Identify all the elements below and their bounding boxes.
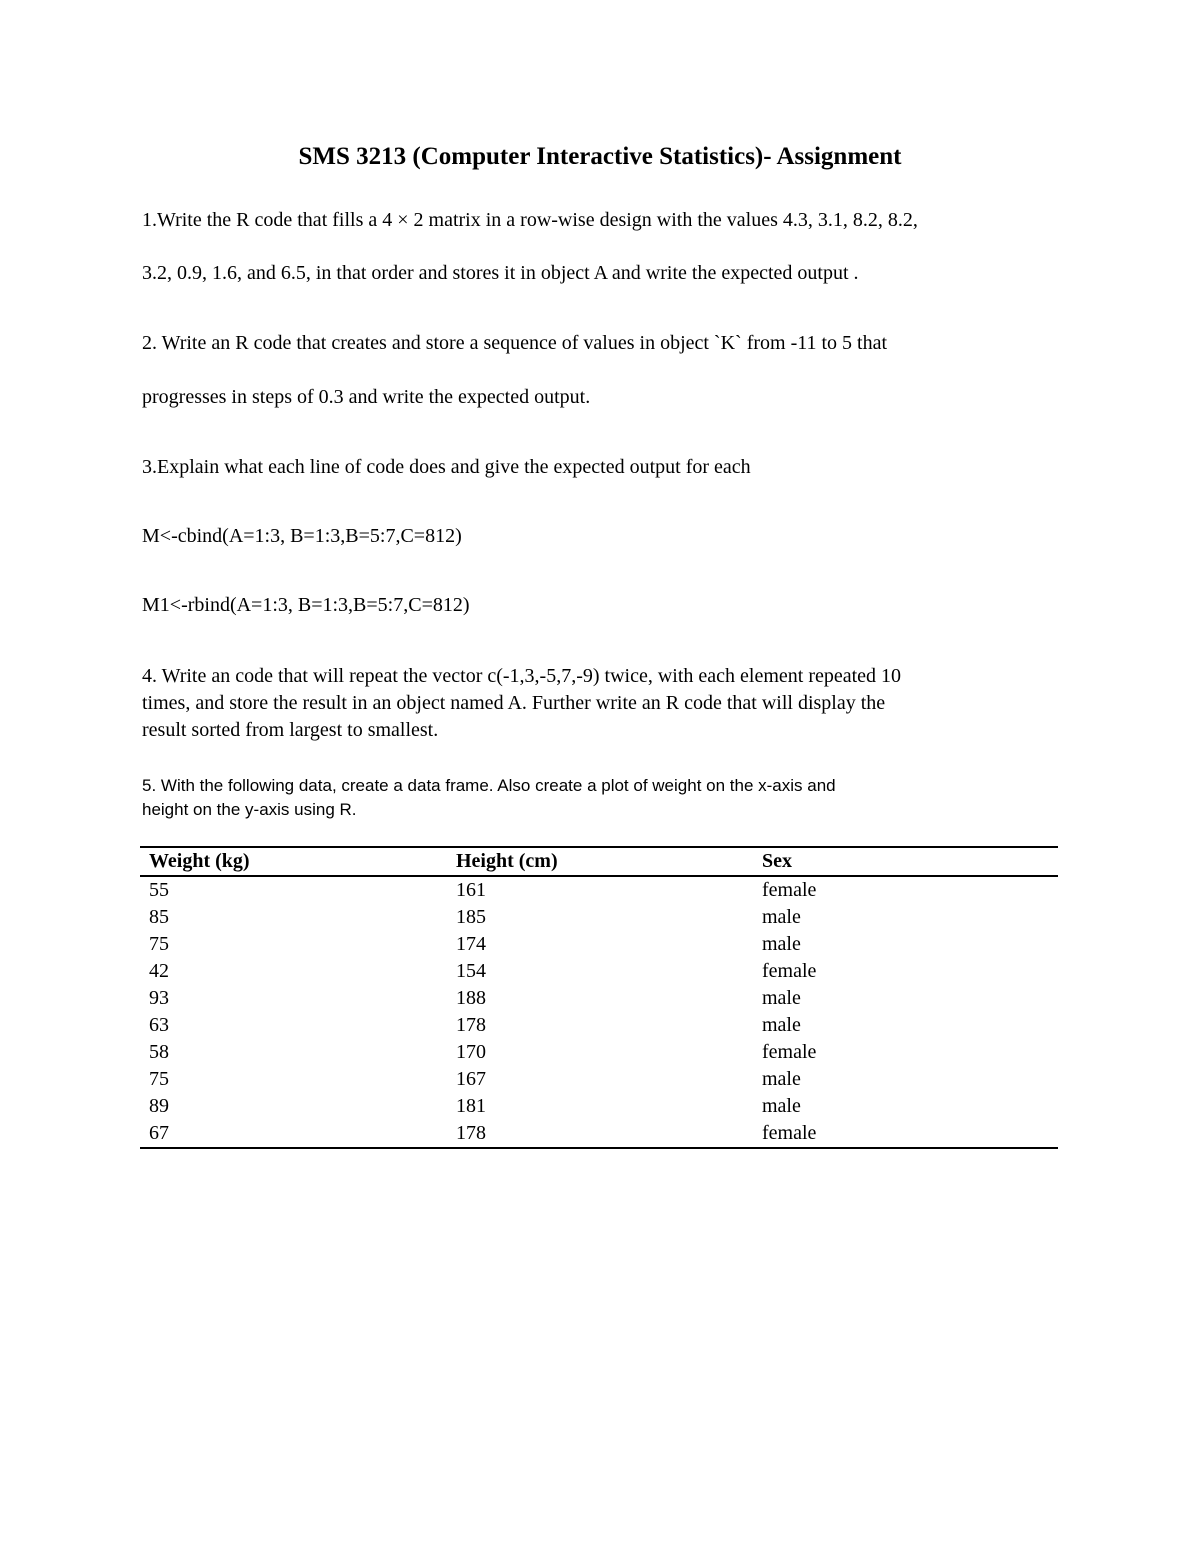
table-cell-sex: female bbox=[762, 1122, 817, 1144]
table-cell-weight: 93 bbox=[149, 987, 169, 1009]
table-row bbox=[140, 1012, 1058, 1039]
table-cell-sex: male bbox=[762, 1014, 801, 1036]
table-cell-sex: female bbox=[762, 879, 817, 901]
table-cell-weight: 58 bbox=[149, 1041, 169, 1063]
table-cell-sex: female bbox=[762, 1041, 817, 1063]
table-cell-sex: male bbox=[762, 933, 801, 955]
table-row bbox=[140, 876, 1058, 904]
question-5-line-2: height on the y-axis using R. bbox=[142, 800, 357, 819]
table-cell-weight: 85 bbox=[149, 906, 169, 928]
table-cell-weight: 55 bbox=[149, 879, 169, 901]
question-4-line-2: times, and store the result in an object named A. Further write an R code that will display the bbox=[142, 692, 886, 714]
question-2-line-2: progresses in steps of 0.3 and write the expected output. bbox=[142, 386, 591, 408]
table-cell-sex: female bbox=[762, 960, 817, 982]
data-table bbox=[140, 846, 1058, 1149]
question-5-line-1: 5. With the following data, create a data frame. Also create a plot of weight on the x-axis and bbox=[142, 776, 836, 795]
table-row bbox=[140, 931, 1058, 958]
table-header-weight: Weight (kg) bbox=[149, 850, 250, 872]
page-title: SMS 3213 (Computer Interactive Statistics)- Assignment bbox=[298, 143, 902, 170]
table-cell-sex: male bbox=[762, 987, 801, 1009]
table-cell-height: 185 bbox=[456, 906, 486, 928]
table-cell-height: 167 bbox=[456, 1068, 486, 1090]
table-cell-weight: 42 bbox=[149, 960, 169, 982]
table-cell-height: 174 bbox=[456, 933, 486, 955]
table-header-sex: Sex bbox=[762, 850, 792, 872]
table-cell-weight: 63 bbox=[149, 1014, 169, 1036]
table-row bbox=[140, 1120, 1058, 1148]
table-cell-height: 178 bbox=[456, 1014, 486, 1036]
question-4-line-1: 4. Write an code that will repeat the vector c(-1,3,-5,7,-9) twice, with each element repeated 10 bbox=[142, 665, 902, 687]
table-cell-height: 188 bbox=[456, 987, 486, 1009]
table-cell-weight: 89 bbox=[149, 1095, 169, 1117]
question-3-code-rbind: M1<-rbind(A=1:3, B=1:3,B=5:7,C=812) bbox=[142, 594, 470, 616]
table-cell-sex: male bbox=[762, 1068, 801, 1090]
table-row bbox=[140, 904, 1058, 931]
table-row bbox=[140, 985, 1058, 1012]
question-1-line-1: 1.Write the R code that fills a 4 × 2 matrix in a row-wise design with the values 4.3, 3.1, 8.2, 8.2, bbox=[142, 209, 918, 231]
question-2-line-1: 2. Write an R code that creates and store a sequence of values in object `K` from -11 to 5 that bbox=[142, 332, 888, 354]
table-cell-sex: male bbox=[762, 1095, 801, 1117]
table-cell-height: 178 bbox=[456, 1122, 486, 1144]
question-3-line-1: 3.Explain what each line of code does and give the expected output for each bbox=[142, 456, 751, 478]
table-cell-height: 181 bbox=[456, 1095, 486, 1117]
table-cell-sex: male bbox=[762, 906, 801, 928]
table-row bbox=[140, 958, 1058, 985]
table-cell-weight: 67 bbox=[149, 1122, 169, 1144]
question-1-line-2: 3.2, 0.9, 1.6, and 6.5, in that order and stores it in object A and write the expected output . bbox=[142, 262, 859, 284]
question-3-code-cbind: M<-cbind(A=1:3, B=1:3,B=5:7,C=812) bbox=[142, 525, 462, 547]
table-header-row bbox=[140, 847, 1058, 876]
table-row bbox=[140, 1039, 1058, 1066]
table-cell-weight: 75 bbox=[149, 1068, 169, 1090]
table-cell-weight: 75 bbox=[149, 933, 169, 955]
table-row bbox=[140, 1066, 1058, 1093]
question-4-line-3: result sorted from largest to smallest. bbox=[142, 719, 439, 741]
table-header-height: Height (cm) bbox=[456, 850, 558, 872]
table-cell-height: 170 bbox=[456, 1041, 486, 1063]
table-cell-height: 154 bbox=[456, 960, 486, 982]
table-row bbox=[140, 1093, 1058, 1120]
table-cell-height: 161 bbox=[456, 879, 486, 901]
